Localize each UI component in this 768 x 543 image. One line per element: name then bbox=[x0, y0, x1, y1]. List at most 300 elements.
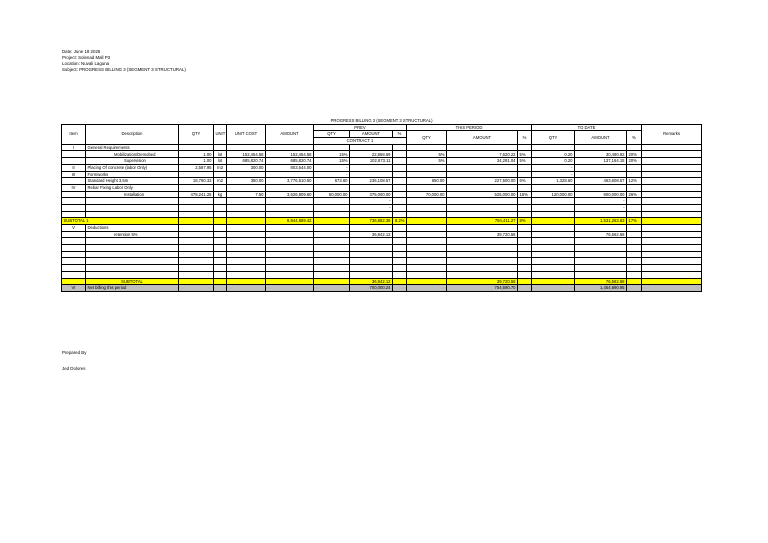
empty-cell bbox=[227, 251, 266, 258]
empty-cell bbox=[214, 258, 227, 265]
row-td-qty: 0.20 bbox=[532, 151, 575, 158]
row-amount: 152,454.58 bbox=[266, 151, 314, 158]
subtotal1-prev-qty bbox=[314, 218, 350, 225]
row-qty bbox=[179, 144, 214, 151]
row-item bbox=[62, 211, 86, 218]
net-prev-amount: 700,000.24 bbox=[350, 285, 393, 292]
row-this-pct bbox=[518, 211, 532, 218]
empty-cell bbox=[314, 258, 350, 265]
row-this-qty: 5% bbox=[407, 151, 447, 158]
row-prev-qty bbox=[314, 144, 350, 151]
row-this-pct: 5% bbox=[518, 158, 532, 165]
empty-cell bbox=[627, 238, 642, 245]
row-unit-cost bbox=[227, 198, 266, 205]
row-prev-qty: - bbox=[314, 164, 350, 171]
empty-cell bbox=[214, 238, 227, 245]
contract-label: CONTRACT 1 bbox=[314, 138, 407, 145]
subtotal1-prev-pct: 8.2% bbox=[393, 218, 407, 225]
net-this-qty bbox=[407, 285, 447, 292]
subtotal2-this-amount: 39,720.56 bbox=[447, 278, 518, 285]
empty-cell bbox=[266, 265, 314, 272]
row-this-amount bbox=[447, 198, 518, 205]
row-this-pct bbox=[518, 184, 532, 191]
empty-cell bbox=[407, 245, 447, 252]
prepared-by-label: Prepared By bbox=[62, 350, 87, 355]
empty-cell bbox=[447, 271, 518, 278]
row-description: Placing Of concrete (labor Only) bbox=[86, 164, 179, 171]
row-remarks bbox=[642, 158, 702, 165]
row-prev-amount bbox=[350, 164, 393, 171]
row-td-amount: - bbox=[575, 198, 627, 205]
empty-cell bbox=[532, 225, 575, 232]
row-prev-pct bbox=[393, 171, 407, 178]
empty-cell bbox=[407, 238, 447, 245]
empty-cell bbox=[407, 251, 447, 258]
row-this-amount bbox=[447, 164, 518, 171]
row-unit bbox=[214, 204, 227, 211]
row-remarks bbox=[642, 164, 702, 171]
empty-cell bbox=[314, 231, 350, 238]
empty-cell bbox=[86, 245, 179, 252]
empty-cell bbox=[627, 245, 642, 252]
row-prev-pct bbox=[393, 158, 407, 165]
net-td-pct bbox=[627, 285, 642, 292]
net-this-amount: 754,690.70 bbox=[447, 285, 518, 292]
preparer-name: Jed Dolores bbox=[62, 366, 86, 371]
blank-row bbox=[62, 245, 702, 252]
empty-cell bbox=[407, 258, 447, 265]
row-unit bbox=[214, 184, 227, 191]
col-amount: AMOUNT bbox=[266, 124, 314, 144]
row-prev-qty bbox=[314, 211, 350, 218]
row-description: Formworks bbox=[86, 171, 179, 178]
row-unit bbox=[214, 211, 227, 218]
row-this-amount bbox=[447, 211, 518, 218]
row-amount bbox=[266, 204, 314, 211]
row-this-qty bbox=[407, 198, 447, 205]
row-this-pct bbox=[518, 198, 532, 205]
empty-cell bbox=[214, 245, 227, 252]
empty-cell bbox=[627, 231, 642, 238]
row-this-pct bbox=[518, 171, 532, 178]
row-td-pct: 20% bbox=[627, 158, 642, 165]
empty-cell bbox=[393, 238, 407, 245]
empty-cell bbox=[642, 258, 702, 265]
row-td-pct bbox=[627, 211, 642, 218]
net-unit-cost bbox=[227, 285, 266, 292]
row-description: Installation bbox=[86, 191, 179, 198]
subtotal1-this-amount: 794,411.27 bbox=[447, 218, 518, 225]
net-td-amount: 1,454,690.95 bbox=[575, 285, 627, 292]
net-unit bbox=[214, 285, 227, 292]
empty-cell bbox=[407, 225, 447, 232]
row-unit-cost: 152,454.58 bbox=[227, 151, 266, 158]
row-this-amount bbox=[447, 144, 518, 151]
empty-cell bbox=[518, 245, 532, 252]
row-unit: kg bbox=[214, 191, 227, 198]
row-this-amount: 34,291.04 bbox=[447, 158, 518, 165]
row-this-pct bbox=[518, 144, 532, 151]
empty-cell bbox=[518, 231, 532, 238]
empty-cell bbox=[214, 265, 227, 272]
row-this-amount: 7,620.22 bbox=[447, 151, 518, 158]
empty-cell bbox=[227, 231, 266, 238]
row-td-qty: 1,328.60 bbox=[532, 178, 575, 185]
row-unit-cost bbox=[227, 204, 266, 211]
table-row bbox=[62, 184, 702, 191]
empty-cell bbox=[350, 271, 393, 278]
net-prev-qty bbox=[314, 285, 350, 292]
net-item: VI bbox=[62, 285, 86, 292]
col-prev: PREV bbox=[314, 124, 407, 131]
empty-cell bbox=[532, 238, 575, 245]
row-this-qty bbox=[407, 171, 447, 178]
row-prev-pct bbox=[393, 211, 407, 218]
row-remarks bbox=[642, 184, 702, 191]
empty-cell bbox=[575, 225, 627, 232]
row-td-amount bbox=[575, 211, 627, 218]
net-prev-pct bbox=[393, 285, 407, 292]
empty-cell bbox=[350, 258, 393, 265]
empty-cell bbox=[642, 245, 702, 252]
row-td-qty bbox=[532, 198, 575, 205]
row-prev-pct bbox=[393, 178, 407, 185]
empty-cell bbox=[575, 265, 627, 272]
row-prev-pct bbox=[393, 164, 407, 171]
row-item: I bbox=[62, 144, 86, 151]
row-unit-cost: 350.00 bbox=[227, 178, 266, 185]
subtotal2-amount bbox=[266, 278, 314, 285]
td-amount-header: AMOUNT bbox=[575, 131, 627, 144]
row-this-qty bbox=[407, 211, 447, 218]
empty-cell bbox=[627, 251, 642, 258]
row-td-qty bbox=[532, 144, 575, 151]
empty-cell bbox=[393, 258, 407, 265]
empty-cell bbox=[532, 251, 575, 258]
row-unit: lot bbox=[214, 158, 227, 165]
row-td-amount: 137,164.15 bbox=[575, 158, 627, 165]
empty-cell bbox=[350, 225, 393, 232]
row-unit: lot bbox=[214, 151, 227, 158]
row-unit-cost bbox=[227, 211, 266, 218]
empty-cell bbox=[350, 251, 393, 258]
row-this-qty bbox=[407, 204, 447, 211]
empty-cell bbox=[227, 265, 266, 272]
empty-cell bbox=[447, 265, 518, 272]
billing-table bbox=[61, 118, 702, 292]
row-td-pct bbox=[627, 198, 642, 205]
row-td-pct bbox=[627, 144, 642, 151]
row-prev-amount: - bbox=[350, 204, 393, 211]
row-remarks bbox=[642, 211, 702, 218]
deductions-item: V bbox=[62, 225, 86, 232]
empty-cell bbox=[86, 265, 179, 272]
row-td-qty bbox=[532, 184, 575, 191]
empty-cell bbox=[62, 245, 86, 252]
empty-cell bbox=[227, 258, 266, 265]
empty-cell bbox=[642, 225, 702, 232]
row-prev-qty bbox=[314, 184, 350, 191]
row-prev-pct bbox=[393, 198, 407, 205]
row-prev-amount: 375,000.00 bbox=[350, 191, 393, 198]
row-description bbox=[86, 211, 179, 218]
empty-cell bbox=[266, 238, 314, 245]
subtotal2-prev-qty bbox=[314, 278, 350, 285]
row-prev-amount: - bbox=[350, 198, 393, 205]
subtotal2-unit bbox=[214, 278, 227, 285]
empty-cell bbox=[314, 245, 350, 252]
empty-cell bbox=[627, 271, 642, 278]
empty-cell bbox=[314, 225, 350, 232]
row-prev-amount bbox=[350, 171, 393, 178]
subtotal2-prev-amount: 36,842.12 bbox=[350, 278, 393, 285]
row-td-amount: 463,608.57 bbox=[575, 178, 627, 185]
row-remarks bbox=[642, 204, 702, 211]
subtotal1-this-pct: 8% bbox=[518, 218, 532, 225]
date-line: Date: June 18 2025 bbox=[62, 49, 101, 54]
row-td-pct: 26% bbox=[627, 191, 642, 198]
col-description: Description bbox=[86, 124, 179, 144]
retention-prev-amount: 36,842.12 bbox=[350, 231, 393, 238]
empty-cell bbox=[350, 245, 393, 252]
row-prev-amount bbox=[350, 211, 393, 218]
subtotal2-td-amount: 76,562.68 bbox=[575, 278, 627, 285]
empty-cell bbox=[627, 225, 642, 232]
retention-this-amount: 39,720.56 bbox=[447, 231, 518, 238]
empty-cell bbox=[314, 238, 350, 245]
empty-cell bbox=[393, 225, 407, 232]
subtotal1-row bbox=[62, 218, 702, 225]
col-item: Item bbox=[62, 124, 86, 144]
empty-cell bbox=[642, 251, 702, 258]
row-td-amount: 30,490.92 bbox=[575, 151, 627, 158]
row-amount bbox=[266, 171, 314, 178]
empty-cell bbox=[447, 245, 518, 252]
empty-cell bbox=[227, 271, 266, 278]
empty-cell bbox=[393, 251, 407, 258]
row-remarks bbox=[642, 191, 702, 198]
empty-cell bbox=[532, 245, 575, 252]
row-unit-cost: 7.50 bbox=[227, 191, 266, 198]
row-qty: 1.00 bbox=[179, 151, 214, 158]
empty-cell bbox=[518, 271, 532, 278]
row-description: Standard Height 3.5m bbox=[86, 178, 179, 185]
empty-cell bbox=[179, 238, 214, 245]
empty-cell bbox=[393, 245, 407, 252]
col-unit: UNIT bbox=[214, 124, 227, 144]
empty-cell bbox=[179, 225, 214, 232]
empty-cell bbox=[575, 238, 627, 245]
row-td-pct: 12% bbox=[627, 178, 642, 185]
row-description: Supervision bbox=[86, 158, 179, 165]
row-prev-pct bbox=[393, 144, 407, 151]
empty-cell bbox=[266, 245, 314, 252]
empty-cell bbox=[62, 258, 86, 265]
net-label: Net billing this period bbox=[86, 285, 179, 292]
empty-cell bbox=[447, 225, 518, 232]
empty-cell bbox=[179, 271, 214, 278]
td-pct-header: % bbox=[627, 131, 642, 144]
table-row bbox=[62, 164, 702, 171]
empty-cell bbox=[393, 231, 407, 238]
empty-cell bbox=[314, 265, 350, 272]
empty-cell bbox=[179, 258, 214, 265]
row-prev-qty: 15% bbox=[314, 158, 350, 165]
row-prev-amount: 102,873.11 bbox=[350, 158, 393, 165]
subtotal2-this-qty bbox=[407, 278, 447, 285]
row-this-pct: 5% bbox=[518, 151, 532, 158]
empty-cell bbox=[350, 238, 393, 245]
empty-cell bbox=[62, 271, 86, 278]
row-description: Rebar Fixing Labor Only bbox=[86, 184, 179, 191]
this-qty-header: QTY bbox=[407, 131, 447, 144]
row-td-amount bbox=[575, 164, 627, 171]
empty-cell bbox=[214, 231, 227, 238]
empty-cell bbox=[62, 231, 86, 238]
col-this-period: THIS PERIOD bbox=[407, 124, 532, 131]
row-qty: 478,241.26 bbox=[179, 191, 214, 198]
row-unit: m3 bbox=[214, 164, 227, 171]
col-to-date: TO DATE bbox=[532, 124, 642, 131]
row-this-amount: 525,000.00 bbox=[447, 191, 518, 198]
row-td-pct: 20% bbox=[627, 151, 642, 158]
row-amount: 803,544.00 bbox=[266, 164, 314, 171]
subtotal1-unit-cost bbox=[227, 218, 266, 225]
empty-cell bbox=[266, 251, 314, 258]
net-td-qty bbox=[532, 285, 575, 292]
row-prev-qty: 15% bbox=[314, 151, 350, 158]
row-prev-amount bbox=[350, 184, 393, 191]
row-unit bbox=[214, 144, 227, 151]
empty-cell bbox=[407, 265, 447, 272]
row-this-qty: 5% bbox=[407, 158, 447, 165]
subtotal1-td-pct: 17% bbox=[627, 218, 642, 225]
subtotal1-prev-amount: 736,862.36 bbox=[350, 218, 393, 225]
row-remarks bbox=[642, 151, 702, 158]
empty-cell bbox=[227, 238, 266, 245]
row-td-pct bbox=[627, 184, 642, 191]
subtotal1-td-amount: 1,531,263.63 bbox=[575, 218, 627, 225]
net-remarks bbox=[642, 285, 702, 292]
row-td-qty bbox=[532, 211, 575, 218]
row-prev-amount: 22,868.69 bbox=[350, 151, 393, 158]
row-td-qty: - bbox=[532, 164, 575, 171]
prev-pct-header: % bbox=[393, 131, 407, 138]
empty-cell bbox=[214, 271, 227, 278]
empty-cell bbox=[86, 271, 179, 278]
row-item: II bbox=[62, 164, 86, 171]
this-amount-header: AMOUNT bbox=[447, 131, 518, 144]
subtotal2-qty bbox=[179, 278, 214, 285]
table-row bbox=[62, 204, 702, 211]
row-td-qty: - bbox=[532, 171, 575, 178]
subtotal1-remarks bbox=[642, 218, 702, 225]
row-unit-cost bbox=[227, 144, 266, 151]
row-this-amount bbox=[447, 204, 518, 211]
subtotal1-qty bbox=[179, 218, 214, 225]
row-prev-pct bbox=[393, 184, 407, 191]
table-row bbox=[62, 211, 702, 218]
row-qty bbox=[179, 184, 214, 191]
empty-cell bbox=[532, 265, 575, 272]
blank-row bbox=[62, 271, 702, 278]
row-td-pct bbox=[627, 164, 642, 171]
empty-cell bbox=[266, 225, 314, 232]
row-item bbox=[62, 178, 86, 185]
row-td-amount bbox=[575, 184, 627, 191]
empty-cell bbox=[518, 225, 532, 232]
blank-row bbox=[62, 258, 702, 265]
blank-row bbox=[62, 265, 702, 272]
empty-cell bbox=[393, 265, 407, 272]
row-prev-qty bbox=[314, 198, 350, 205]
row-td-pct bbox=[627, 171, 642, 178]
retention-row bbox=[62, 231, 702, 238]
row-description bbox=[86, 204, 179, 211]
row-this-qty: 650.00 bbox=[407, 178, 447, 185]
empty-cell bbox=[266, 271, 314, 278]
empty-cell bbox=[642, 265, 702, 272]
empty-cell bbox=[227, 225, 266, 232]
empty-cell bbox=[642, 271, 702, 278]
row-prev-qty: - bbox=[314, 171, 350, 178]
empty-cell bbox=[227, 245, 266, 252]
empty-cell bbox=[407, 271, 447, 278]
row-amount: 3,776,510.50 bbox=[266, 178, 314, 185]
row-amount bbox=[266, 198, 314, 205]
row-this-qty: 70,000.00 bbox=[407, 191, 447, 198]
row-qty bbox=[179, 204, 214, 211]
row-td-amount bbox=[575, 171, 627, 178]
empty-cell bbox=[518, 265, 532, 272]
empty-cell bbox=[532, 271, 575, 278]
empty-cell bbox=[627, 265, 642, 272]
row-prev-pct bbox=[393, 151, 407, 158]
row-unit: m2 bbox=[214, 178, 227, 185]
empty-cell bbox=[266, 258, 314, 265]
row-qty: 2,587.95 bbox=[179, 164, 214, 171]
empty-cell bbox=[350, 265, 393, 272]
net-this-pct bbox=[518, 285, 532, 292]
table-row bbox=[62, 151, 702, 158]
prev-amount-header: AMOUNT bbox=[350, 131, 393, 138]
row-unit-cost bbox=[227, 184, 266, 191]
row-description: General Requirements bbox=[86, 144, 179, 151]
table-row bbox=[62, 198, 702, 205]
billing-banner: PROGRESS BILLING 3 (SEGMENT 3 STRUCTURAL) bbox=[330, 118, 433, 124]
row-remarks bbox=[642, 178, 702, 185]
row-amount bbox=[266, 144, 314, 151]
row-unit-cost: 300.00 bbox=[227, 164, 266, 171]
row-amount bbox=[266, 184, 314, 191]
row-item bbox=[62, 158, 86, 165]
row-this-pct: 6% bbox=[518, 178, 532, 185]
empty-cell bbox=[86, 238, 179, 245]
empty-cell bbox=[518, 258, 532, 265]
row-prev-pct bbox=[393, 191, 407, 198]
empty-cell bbox=[575, 258, 627, 265]
deductions-row bbox=[62, 225, 702, 232]
row-amount: 685,820.74 bbox=[266, 158, 314, 165]
row-this-pct bbox=[518, 204, 532, 211]
project-line: Project: Solenad Mall P3 bbox=[62, 55, 111, 60]
subtotal2-row bbox=[62, 278, 702, 285]
subtotal2-prev-pct bbox=[393, 278, 407, 285]
row-description bbox=[86, 198, 179, 205]
table-row bbox=[62, 144, 702, 151]
row-this-pct: 15% bbox=[518, 191, 532, 198]
row-item: IV bbox=[62, 184, 86, 191]
